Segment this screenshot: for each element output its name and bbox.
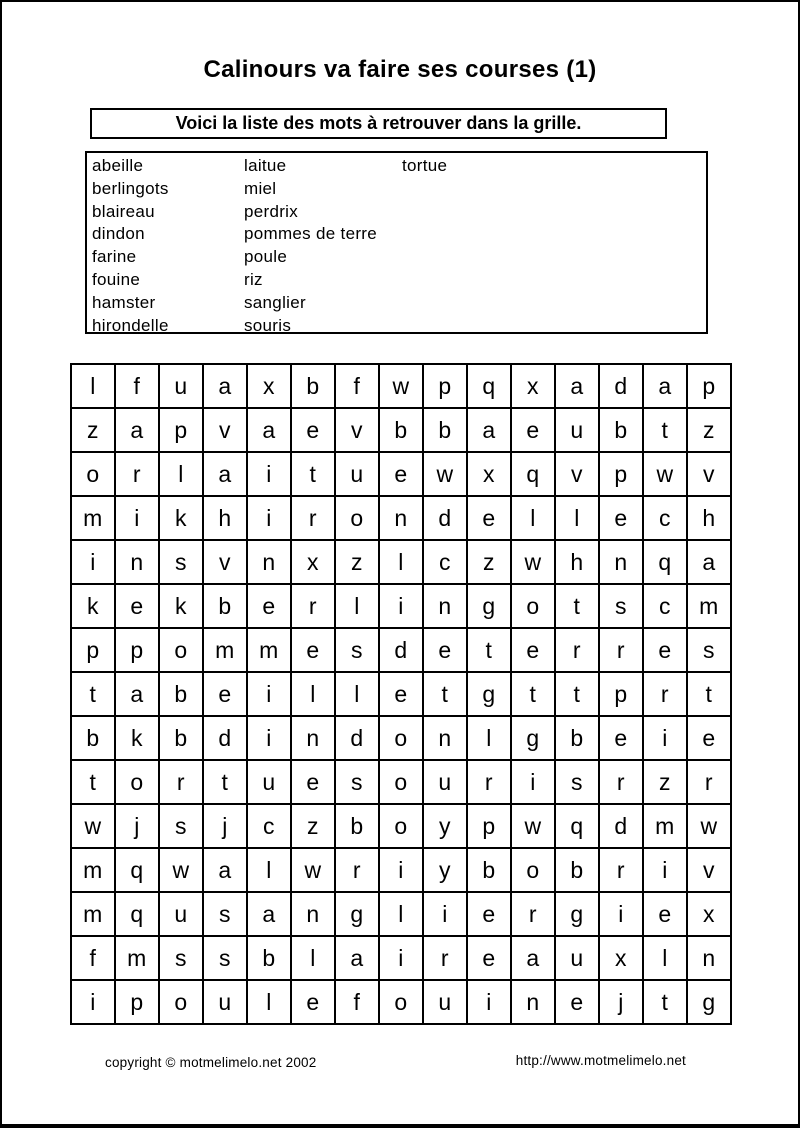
grid-cell: r [600,629,644,673]
grid-cell: i [512,761,556,805]
grid-cell: e [116,585,160,629]
grid-cell: e [292,409,336,453]
grid-cell: m [644,805,688,849]
grid-cell: o [336,497,380,541]
grid-cell: i [72,981,116,1025]
grid-cell: r [116,453,160,497]
word-list-item: perdrix [244,201,299,221]
grid-cell: p [688,365,732,409]
grid-cell: w [424,453,468,497]
grid-cell: e [468,893,512,937]
grid-cell: k [160,497,204,541]
grid-cell: b [204,585,248,629]
instruction-box [90,108,667,139]
grid-cell: r [512,893,556,937]
grid-cell: i [644,717,688,761]
word-list-item: pommes de terre [244,224,377,244]
grid-cell: c [248,805,292,849]
grid-cell: r [644,673,688,717]
grid-cell: l [556,497,600,541]
grid-cell: s [336,761,380,805]
grid-cell: z [688,409,732,453]
grid-cell: b [380,409,424,453]
grid-cell: b [72,717,116,761]
grid-cell: e [292,981,336,1025]
grid-cell: c [424,541,468,585]
instruction-text: Voici la liste des mots à retrouver dans la grille. [175,113,582,133]
grid-cell: o [380,981,424,1025]
grid-cell: v [204,541,248,585]
grid-cell: a [688,541,732,585]
grid-cell: x [688,893,732,937]
grid-cell: m [72,849,116,893]
grid-cell: r [600,761,644,805]
grid-cell: g [468,585,512,629]
grid-cell: l [248,849,292,893]
grid-cell: i [116,497,160,541]
grid-cell: a [336,937,380,981]
word-list-column [244,155,402,335]
grid-cell: s [600,585,644,629]
grid-cell: l [336,585,380,629]
grid-cell: w [644,453,688,497]
grid-cell: t [72,673,116,717]
grid-cell: w [292,849,336,893]
grid-cell: i [248,717,292,761]
grid-cell: a [204,453,248,497]
grid-cell: s [336,629,380,673]
grid-cell: t [688,673,732,717]
grid-cell: p [424,365,468,409]
grid-cell: r [292,585,336,629]
grid-cell: r [600,849,644,893]
page-title: Calinours va faire ses courses (1) [203,56,597,83]
grid-cell: s [204,893,248,937]
grid-cell: a [512,937,556,981]
grid-cell: z [72,409,116,453]
grid-cell: a [556,365,600,409]
grid-cell: l [72,365,116,409]
grid-cell: a [248,409,292,453]
grid-cell: p [116,629,160,673]
grid-cell: o [380,717,424,761]
grid-cell: u [160,365,204,409]
grid-cell: p [600,673,644,717]
grid-cell: f [336,981,380,1025]
grid-cell: u [556,937,600,981]
word-list-item: laitue [244,156,287,175]
grid-cell: z [468,541,512,585]
grid-cell: h [688,497,732,541]
grid-cell: l [292,673,336,717]
grid-cell: i [380,585,424,629]
grid-cell: i [644,849,688,893]
grid-cell: m [116,937,160,981]
grid-cell: h [556,541,600,585]
word-list-item: abeille [92,156,144,175]
grid-cell: b [336,805,380,849]
grid-cell: r [292,497,336,541]
grid-cell: w [512,541,556,585]
grid-cell: i [380,849,424,893]
grid-cell: b [600,409,644,453]
word-list-column [92,155,244,335]
grid-cell: u [424,981,468,1025]
grid-cell: d [424,497,468,541]
grid-cell: r [336,849,380,893]
grid-cell: w [688,805,732,849]
grid-cell: s [160,937,204,981]
grid-cell: m [688,585,732,629]
grid-cell: b [160,717,204,761]
grid-cell: x [248,365,292,409]
grid-cell: e [644,893,688,937]
grid-cell: q [116,893,160,937]
grid-cell: o [380,761,424,805]
word-list-item: hirondelle [92,315,169,335]
grid-cell: b [292,365,336,409]
grid-cell: i [248,497,292,541]
grid-cell: n [600,541,644,585]
grid-cell: l [248,981,292,1025]
grid-cell: u [204,981,248,1025]
grid-cell: o [512,585,556,629]
grid-cell: l [380,541,424,585]
grid-cell: n [424,585,468,629]
grid-cell: d [204,717,248,761]
grid-cell: e [468,937,512,981]
grid-cell: t [556,673,600,717]
word-list-item: tortue [402,156,448,175]
grid-cell: l [336,673,380,717]
grid-cell: a [644,365,688,409]
grid-cell: v [688,453,732,497]
grid-cell: n [380,497,424,541]
grid-cell: r [468,761,512,805]
grid-cell: n [512,981,556,1025]
grid-cell: n [292,717,336,761]
grid-cell: a [204,849,248,893]
grid-cell: n [248,541,292,585]
grid-cell: t [556,585,600,629]
grid-cell: d [600,365,644,409]
grid-cell: g [336,893,380,937]
grid-cell: i [72,541,116,585]
grid-cell: b [248,937,292,981]
grid-cell: u [556,409,600,453]
word-list-item: dindon [92,224,145,244]
grid-cell: w [380,365,424,409]
grid-cell: q [468,365,512,409]
grid-cell: l [292,937,336,981]
grid-cell: m [72,497,116,541]
grid-cell: b [556,849,600,893]
grid-cell: u [248,761,292,805]
grid-cell: p [468,805,512,849]
grid-cell: e [600,717,644,761]
grid-cell: r [424,937,468,981]
word-list-column [402,155,706,332]
word-list-item: poule [244,247,288,267]
grid-cell: f [116,365,160,409]
grid-cell: y [424,849,468,893]
word-list-item: blaireau [92,201,155,221]
word-list-item: hamster [92,292,156,312]
grid-cell: e [380,673,424,717]
grid-cell: f [72,937,116,981]
grid-cell: e [644,629,688,673]
grid-cell: p [116,981,160,1025]
grid-cell: d [380,629,424,673]
grid-cell: x [468,453,512,497]
grid-cell: n [688,937,732,981]
grid-cell: b [468,849,512,893]
grid-cell: s [160,541,204,585]
grid-cell: p [72,629,116,673]
word-list-item: fouine [92,269,141,289]
grid-cell: u [336,453,380,497]
grid-cell: g [512,717,556,761]
grid-cell: l [512,497,556,541]
grid-cell: l [644,937,688,981]
grid-cell: l [468,717,512,761]
grid-cell: d [600,805,644,849]
grid-cell: z [644,761,688,805]
grid-cell: s [204,937,248,981]
grid-cell: a [116,409,160,453]
website-url: http://www.motmelimelo.net [515,1053,686,1068]
grid-cell: t [204,761,248,805]
word-list [85,151,708,334]
grid-cell: t [292,453,336,497]
grid-cell: a [204,365,248,409]
grid-cell: r [688,761,732,805]
grid-cell: v [556,453,600,497]
grid-cell: u [424,761,468,805]
grid-cell: t [424,673,468,717]
grid-cell: e [512,629,556,673]
grid-cell: o [512,849,556,893]
grid-cell: m [248,629,292,673]
grid-cell: i [424,893,468,937]
grid-cell: e [380,453,424,497]
grid-cell: h [204,497,248,541]
grid-cell: p [600,453,644,497]
grid-cell: r [160,761,204,805]
grid-cell: j [116,805,160,849]
grid-cell: t [512,673,556,717]
word-list-item: sanglier [244,292,306,312]
grid-cell: g [556,893,600,937]
grid-cell: d [336,717,380,761]
grid-cell: e [468,497,512,541]
word-list-item: riz [244,269,263,289]
grid-cell: w [160,849,204,893]
grid-cell: j [204,805,248,849]
grid-cell: s [688,629,732,673]
grid-cell: a [468,409,512,453]
grid-cell: z [292,805,336,849]
grid-cell: c [644,497,688,541]
copyright-text: copyright © motmelimelo.net 2002 [105,1055,317,1070]
grid-cell: i [600,893,644,937]
grid-cell: t [72,761,116,805]
grid-cell: l [380,893,424,937]
grid-cell: q [556,805,600,849]
grid-cell: e [512,409,556,453]
grid-cell: m [72,893,116,937]
grid-cell: v [688,849,732,893]
grid-cell: o [116,761,160,805]
grid-cell: q [644,541,688,585]
grid-cell: v [336,409,380,453]
grid-cell: b [424,409,468,453]
word-list-item: farine [92,247,137,267]
grid-cell: x [292,541,336,585]
word-list-item: miel [244,178,277,198]
grid-cell: e [248,585,292,629]
grid-cell: v [204,409,248,453]
grid-cell: t [468,629,512,673]
grid-cell: t [644,409,688,453]
grid-cell: n [424,717,468,761]
word-list-item: souris [244,315,292,335]
grid-cell: g [688,981,732,1025]
grid-cell: q [116,849,160,893]
grid-cell: e [292,629,336,673]
grid-cell: b [160,673,204,717]
word-list-item: berlingots [92,178,169,198]
grid-cell: i [380,937,424,981]
grid-cell: k [160,585,204,629]
grid-cell: x [512,365,556,409]
grid-cell: y [424,805,468,849]
grid-cell: k [116,717,160,761]
grid-cell: x [600,937,644,981]
grid-cell: n [116,541,160,585]
grid-cell: m [204,629,248,673]
grid-cell: a [116,673,160,717]
grid-cell: f [336,365,380,409]
grid-cell: o [160,629,204,673]
grid-cell: c [644,585,688,629]
grid-cell: u [160,893,204,937]
grid-cell: z [336,541,380,585]
grid-cell: o [380,805,424,849]
grid-cell: j [600,981,644,1025]
grid-cell: o [160,981,204,1025]
grid-cell: l [160,453,204,497]
grid-cell: s [160,805,204,849]
grid-cell: w [512,805,556,849]
grid-cell: e [292,761,336,805]
grid-cell: k [72,585,116,629]
grid-cell: w [72,805,116,849]
grid-cell: b [556,717,600,761]
puzzle-grid [70,363,732,1025]
grid-cell: e [688,717,732,761]
grid-cell: i [248,453,292,497]
grid-cell: a [248,893,292,937]
grid-cell: e [600,497,644,541]
grid-cell: t [644,981,688,1025]
grid-cell: i [468,981,512,1025]
grid-cell: q [512,453,556,497]
grid-cell: e [204,673,248,717]
grid-cell: i [248,673,292,717]
grid-cell: p [160,409,204,453]
grid-cell: s [556,761,600,805]
grid-cell: e [424,629,468,673]
grid-cell: g [468,673,512,717]
grid-cell: n [292,893,336,937]
grid-cell: r [556,629,600,673]
grid-cell: e [556,981,600,1025]
grid-cell: o [72,453,116,497]
